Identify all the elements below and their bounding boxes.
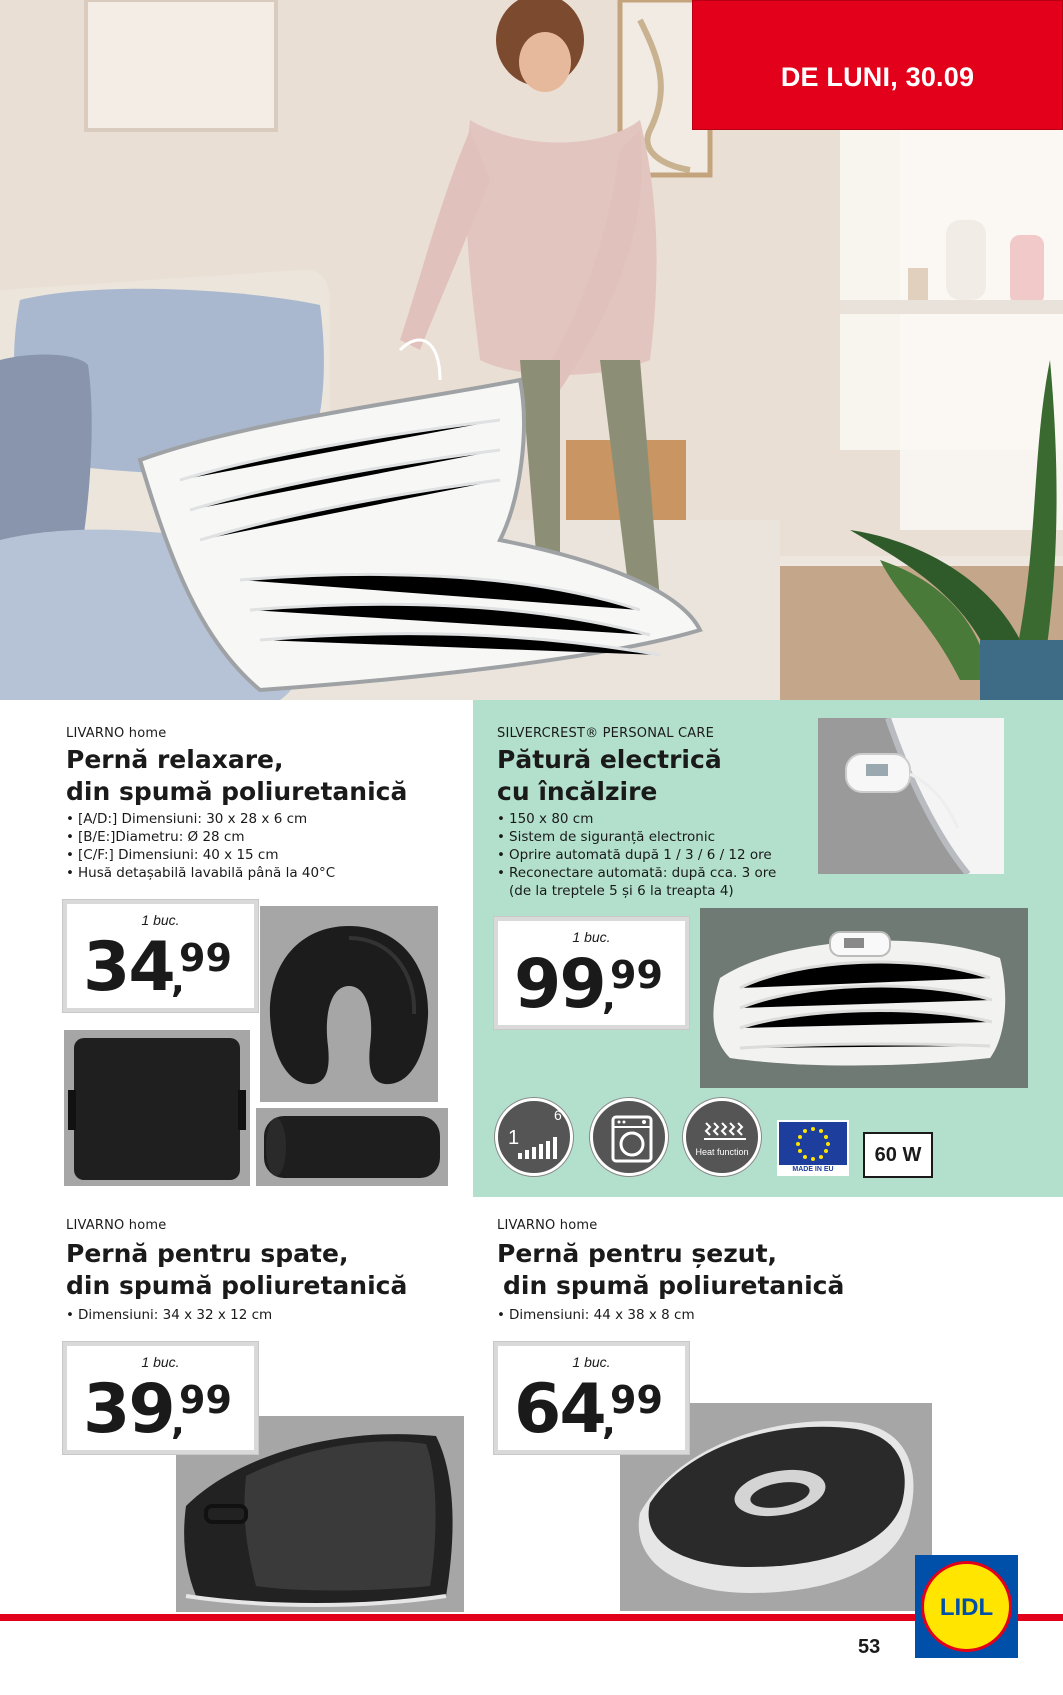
page-number: 53: [858, 1636, 881, 1658]
product-title: [66, 1238, 407, 1302]
spec-item: • Oprire automată după 1 / 3 / 6 / 12 ore: [497, 846, 807, 864]
price-cents: 99: [179, 936, 232, 980]
price-main: 39: [83, 1370, 174, 1449]
product-specs: [66, 810, 446, 882]
price-tag: [63, 900, 258, 1012]
lidl-logo: [915, 1555, 1018, 1658]
price-unit: 1 buc.: [572, 1354, 611, 1370]
brand-label: LIVARNO home: [66, 726, 167, 741]
product-specs: [66, 1306, 446, 1324]
price-comma: ,: [602, 1402, 616, 1443]
product-title-line1: Pernă pentru spate,: [66, 1239, 349, 1268]
product-title-line1: Pernă pentru șezut,: [497, 1239, 778, 1268]
price-cents: 99: [610, 1378, 663, 1422]
price-tag: [63, 1342, 258, 1454]
date-banner: [692, 0, 1063, 130]
lidl-logo-text: LIDL: [939, 1594, 994, 1621]
heat-function-badge: [683, 1098, 761, 1176]
eu-stars-icon: [779, 1122, 847, 1164]
power-badge: 60 W: [863, 1132, 933, 1178]
footer-divider: [0, 1614, 1063, 1621]
product-title-line1: Pătură electrică: [497, 745, 722, 774]
price-main: 34: [83, 928, 174, 1007]
price-comma: ,: [602, 977, 616, 1018]
product-title-line2: din spumă poliuretanică: [66, 777, 408, 806]
spec-item-continuation: (de la treptele 5 și 6 la treapta 4): [509, 883, 734, 899]
washing-machine-icon: [593, 1101, 671, 1179]
eu-flag-icon: [777, 1120, 849, 1176]
neck-pillow-photo: [260, 906, 438, 1102]
product-title-line2: cu încălzire: [497, 777, 658, 806]
product-title-line1: Pernă relaxare,: [66, 745, 284, 774]
lumbar-pillow-photo: [64, 1030, 250, 1186]
product-title-line2: din spumă poliuretanică: [66, 1271, 408, 1300]
product-title-line2: din spumă poliuretanică: [503, 1271, 845, 1300]
lidl-logo-icon: [915, 1555, 1018, 1658]
folded-blanket-image: [700, 908, 1028, 1088]
blanket-controller-photo: [818, 718, 1004, 874]
product-specs: [497, 810, 807, 900]
lumbar-pillow-image: [64, 1030, 250, 1186]
price-cents: 99: [610, 953, 663, 997]
price-main: 64: [514, 1370, 605, 1449]
level-min-label: 1: [508, 1127, 520, 1149]
heat-function-label: Heat function: [695, 1147, 749, 1157]
spec-item: • Dimensiuni: 44 x 38 x 8 cm: [497, 1306, 877, 1324]
washable-badge: [590, 1098, 668, 1176]
product-title: [497, 1238, 844, 1302]
brand-label: SILVERCREST® PERSONAL CARE: [497, 726, 715, 741]
heat-levels-badge: [495, 1098, 573, 1176]
blanket-controller-image: [818, 718, 1004, 874]
folded-blanket-photo: [700, 908, 1028, 1088]
price-unit: 1 buc.: [572, 929, 611, 945]
price-unit: 1 buc.: [141, 1354, 180, 1370]
roll-pillow-photo: [256, 1108, 448, 1186]
product-specs: [497, 1306, 877, 1324]
date-banner-text: DE LUNI, 30.09: [780, 62, 975, 92]
heat-function-icon: [686, 1101, 764, 1179]
roll-pillow-image: [256, 1108, 448, 1186]
spec-item: • Dimensiuni: 34 x 32 x 12 cm: [66, 1306, 446, 1324]
brand-label: LIVARNO home: [497, 1218, 598, 1233]
price-main: 99: [514, 945, 605, 1024]
made-in-eu-label: MADE IN EU: [779, 1165, 847, 1175]
product-title: [66, 744, 407, 808]
neck-pillow-image: [260, 906, 438, 1102]
spec-item: • [C/F:] Dimensiuni: 40 x 15 cm: [66, 846, 446, 864]
price-tag: [494, 917, 689, 1029]
level-max-label: 6: [554, 1107, 562, 1123]
price-comma: ,: [171, 1402, 185, 1443]
spec-item: • Husă detașabilă lavabilă până la 40°C: [66, 864, 446, 882]
price-tag: [494, 1342, 689, 1454]
brand-label: LIVARNO home: [66, 1218, 167, 1233]
price-comma: ,: [171, 960, 185, 1001]
price-cents: 99: [179, 1378, 232, 1422]
spec-item: • 150 x 80 cm: [497, 810, 807, 828]
spec-item: • [B/E:]Diametru: Ø 28 cm: [66, 828, 446, 846]
spec-item: • [A/D:] Dimensiuni: 30 x 28 x 6 cm: [66, 810, 446, 828]
product-title: [497, 744, 722, 808]
hero-image: [0, 0, 1063, 700]
spec-item: • Sistem de siguranță electronic: [497, 828, 807, 846]
spec-item: • Reconectare automată: după cca. 3 ore: [497, 864, 807, 882]
price-unit: 1 buc.: [141, 912, 180, 928]
